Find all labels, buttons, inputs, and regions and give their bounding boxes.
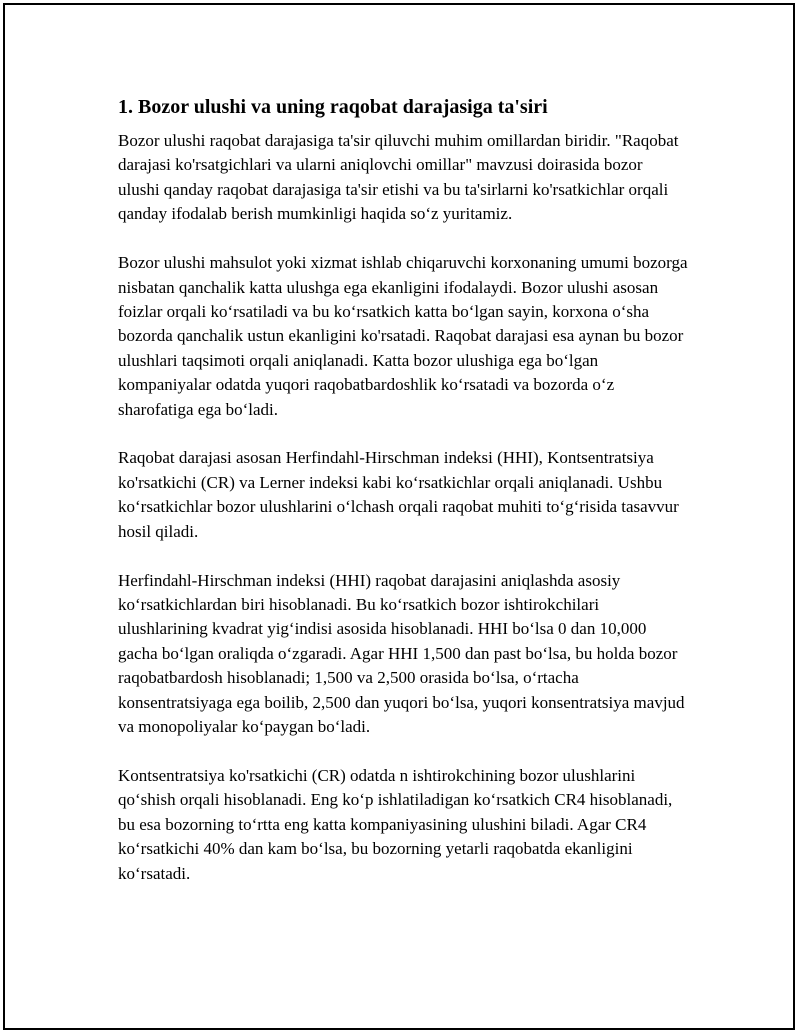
section-heading: 1. Bozor ulushi va uning raqobat darajasiga ta'siri bbox=[118, 96, 548, 118]
paragraph-5: Kontsentratsiya ko'rsatkichi (CR) odatda n ishtirokchining bozor ulushlarini qo‘shish orqali hisoblanadi. Eng ko‘p ishlatiladigan ko‘rsatkich CR4 hisoblanadi, bu esa bozorning to‘rtta eng katta kompaniyasining ulushini biladi. Agar CR4 ko‘rsatkichi 40% dan kam bo‘lsa, bu bozorning yetarli raqobatda ekanligini ko‘rsatadi. bbox=[118, 765, 673, 883]
paragraph-2: Bozor ulushi mahsulot yoki xizmat ishlab chiqaruvchi korxonaning umumi bozorga nisbatan qanchalik katta ulushga ega ekanligini ifodalaydi. Bozor ulushi asosan foizlar orqali ko‘rsatiladi va bu ko‘rsatkich katta bo‘lgan sayin, korxona o‘sha bozorda qanchalik ustun ekanligini ko'rsatadi. Raqobat darajasi esa aynan bu bozor ulushlari taqsimoti orqali aniqlanadi. Katta bozor ulushiga ega bo‘lgan kompaniyalar odatda yuqori raqobatbardoshlik ko‘rsatadi va bozorda o‘z sharofatiga ega bo‘ladi. bbox=[118, 253, 688, 419]
paragraph-1: Bozor ulushi raqobat darajasiga ta'sir qiluvchi muhim omillardan biridir. "Raqobat darajasi ko'rsatgichlari va ularni aniqlovchi omillar" mavzusi doirasida bozor ulushi qanday raqobat darajasiga ta'sir etishi va bu ta'sirlarni ko'rsatkichlar orqali qanday ifodalab berish mumkinligi haqida so‘z yuritamiz. bbox=[118, 131, 679, 224]
paragraph-3: Raqobat darajasi asosan Herfindahl-Hirschman indeksi (HHI), Kontsentratsiya ko'rsatkichi (CR) va Lerner indeksi kabi ko‘rsatkichlar orqali aniqlanadi. Ushbu ko‘rsatkichlar bozor ulushlarini o‘lchash orqali raqobat muhiti to‘g‘risida tasavvur hosil qiladi. bbox=[118, 448, 679, 541]
document-body bbox=[118, 94, 688, 910]
paragraph-4: Herfindahl-Hirschman indeksi (HHI) raqobat darajasini aniqlashda asosiy ko‘rsatkichlardan biri hisoblanadi. Bu ko‘rsatkich bozor ishtirokchilari ulushlarining kvadrat yig‘indisi asosida hisoblanadi. HHI bo‘lsa 0 dan 10,000 gacha bo‘lgan oraliqda o‘zgaradi. Agar HHI 1,500 dan past bo‘lsa, bu holda bozor raqobatbardosh hisoblanadi; 1,500 va 2,500 orasida bo‘lsa, o‘rtacha konsentratsiyaga ega boilib, 2,500 dan yuqori bo‘lsa, yuqori konsentratsiya mavjud va monopoliyalar ko‘paygan bo‘ladi. bbox=[118, 570, 685, 737]
